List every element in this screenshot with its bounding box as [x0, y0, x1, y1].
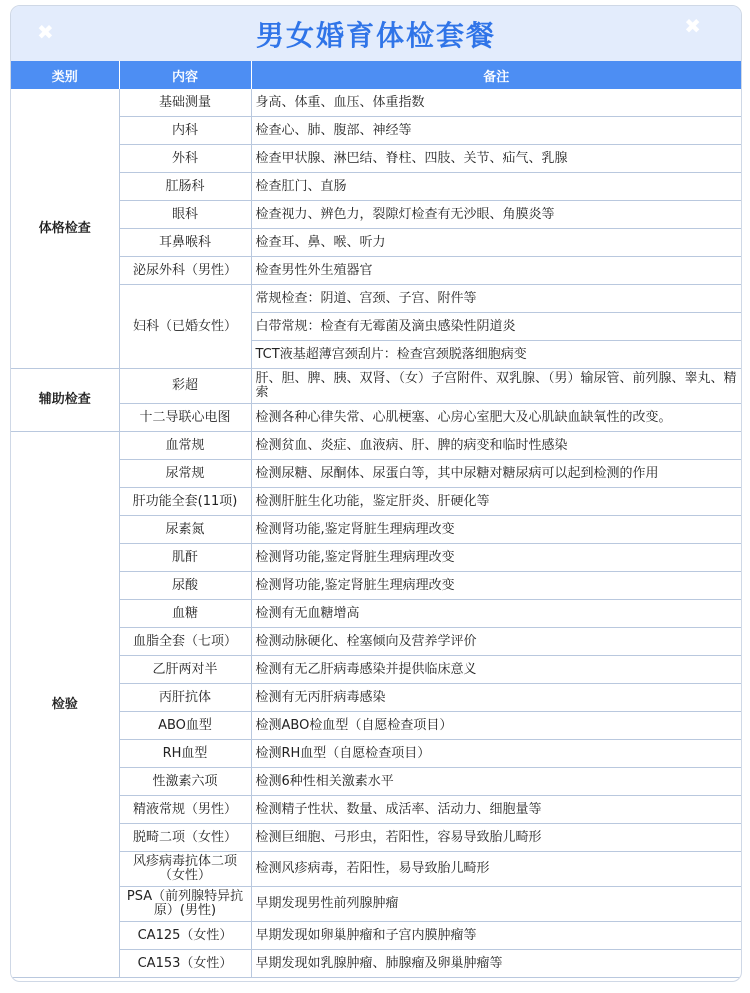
note-cell: 检查耳、鼻、喉、听力 — [251, 229, 741, 257]
item-cell: 血常规 — [119, 432, 251, 460]
note-cell: 检查男性外生殖器官 — [251, 257, 741, 285]
note-cell: TCT液基超薄宫颈刮片：检查宫颈脱落细胞病变 — [251, 341, 741, 369]
item-cell: 尿常规 — [119, 460, 251, 488]
item-cell: 妇科（已婚女性） — [119, 285, 251, 369]
note-cell: 检测风疹病毒，若阳性，易导致胎儿畸形 — [251, 852, 741, 887]
note-cell: 白带常规：检查有无霉菌及滴虫感染性阴道炎 — [251, 313, 741, 341]
table-row — [11, 887, 741, 922]
note-cell: 早期发现男性前列腺肿瘤 — [251, 887, 741, 922]
table-row — [11, 796, 741, 824]
item-cell: 风疹病毒抗体二项（女性） — [119, 852, 251, 887]
close-icon: ✖ — [37, 20, 54, 44]
note-cell: 检测肾功能,鉴定肾脏生理病理改变 — [251, 516, 741, 544]
item-cell: 乙肝两对半 — [119, 656, 251, 684]
note-cell: 检查肛门、直肠 — [251, 173, 741, 201]
note-cell: 检测有无乙肝病毒感染并提供临床意义 — [251, 656, 741, 684]
table-row — [11, 950, 741, 978]
note-cell: 检测肝脏生化功能，鉴定肝炎、肝硬化等 — [251, 488, 741, 516]
note-cell: 检测ABO检血型（自愿检查项目） — [251, 712, 741, 740]
item-cell: 尿素氮 — [119, 516, 251, 544]
close-icon: ✖ — [684, 14, 701, 38]
table-row — [11, 117, 741, 145]
note-cell: 身高、体重、血压、体重指数 — [251, 89, 741, 117]
item-cell: 肝功能全套(11项) — [119, 488, 251, 516]
package-card — [10, 5, 742, 982]
table-row — [11, 600, 741, 628]
table-row — [11, 285, 741, 313]
note-cell: 早期发现如卵巢肿瘤和子宫内膜肿瘤等 — [251, 922, 741, 950]
table-row — [11, 369, 741, 404]
item-cell: 基础测量 — [119, 89, 251, 117]
table-row — [11, 740, 741, 768]
item-cell: 性激素六项 — [119, 768, 251, 796]
table-header-row — [11, 61, 741, 89]
table-row — [11, 145, 741, 173]
item-cell: ABO血型 — [119, 712, 251, 740]
item-cell: 泌尿外科（男性） — [119, 257, 251, 285]
item-cell: 血脂全套（七项） — [119, 628, 251, 656]
note-cell: 检测6种性相关激素水平 — [251, 768, 741, 796]
item-cell: 彩超 — [119, 369, 251, 404]
table-row — [11, 201, 741, 229]
note-cell: 检测贫血、炎症、血液病、肝、脾的病变和临时性感染 — [251, 432, 741, 460]
note-cell: 早期发现如乳腺肿瘤、肺腺瘤及卵巢肿瘤等 — [251, 950, 741, 978]
table-row — [11, 572, 741, 600]
item-cell: 尿酸 — [119, 572, 251, 600]
item-cell: 耳鼻喉科 — [119, 229, 251, 257]
title-bar — [11, 6, 741, 61]
table-row — [11, 404, 741, 432]
note-cell: 检测肾功能,鉴定肾脏生理病理改变 — [251, 544, 741, 572]
item-cell: 丙肝抗体 — [119, 684, 251, 712]
note-cell: 常规检查：阴道、宫颈、子宫、附件等 — [251, 285, 741, 313]
item-cell: RH血型 — [119, 740, 251, 768]
item-cell: 精液常规（男性） — [119, 796, 251, 824]
note-cell: 检测有无丙肝病毒感染 — [251, 684, 741, 712]
table-row — [11, 922, 741, 950]
item-cell: 眼科 — [119, 201, 251, 229]
table-row — [11, 656, 741, 684]
item-cell: 肌酐 — [119, 544, 251, 572]
category-cell: 体格检查 — [11, 89, 119, 369]
table-row — [11, 229, 741, 257]
note-cell: 检测精子性状、数量、成活率、活动力、细胞量等 — [251, 796, 741, 824]
category-cell: 检验 — [11, 432, 119, 978]
exam-table — [11, 61, 741, 978]
item-cell: 血糖 — [119, 600, 251, 628]
header-notes: 备注 — [251, 61, 741, 89]
item-cell: CA125（女性） — [119, 922, 251, 950]
table-row — [11, 768, 741, 796]
note-cell: 检测尿糖、尿酮体、尿蛋白等，其中尿糖对糖尿病可以起到检测的作用 — [251, 460, 741, 488]
item-cell: 外科 — [119, 145, 251, 173]
table-row — [11, 544, 741, 572]
header-content: 内容 — [119, 61, 251, 89]
note-cell: 检查心、肺、腹部、神经等 — [251, 117, 741, 145]
note-cell: 检测RH血型（自愿检查项目） — [251, 740, 741, 768]
note-cell: 检测各种心律失常、心肌梗塞、心房心室肥大及心肌缺血缺氧性的改变。 — [251, 404, 741, 432]
note-cell: 肝、胆、脾、胰、双肾、（女）子宫附件、双乳腺、（男）输尿管、前列腺、睾丸、精索 — [251, 369, 741, 404]
table-row — [11, 488, 741, 516]
table-body — [11, 89, 741, 978]
note-cell: 检测动脉硬化、栓塞倾向及营养学评价 — [251, 628, 741, 656]
table-row — [11, 516, 741, 544]
note-cell: 检测巨细胞、弓形虫，若阳性，容易导致胎儿畸形 — [251, 824, 741, 852]
table-row — [11, 432, 741, 460]
item-cell: PSA（前列腺特异抗原）(男性) — [119, 887, 251, 922]
item-cell: CA153（女性） — [119, 950, 251, 978]
table-row — [11, 460, 741, 488]
header-category: 类别 — [11, 61, 119, 89]
table-row — [11, 824, 741, 852]
table-row — [11, 89, 741, 117]
table-row — [11, 173, 741, 201]
item-cell: 十二导联心电图 — [119, 404, 251, 432]
item-cell: 内科 — [119, 117, 251, 145]
category-cell: 辅助检查 — [11, 369, 119, 432]
note-cell: 检查甲状腺、淋巴结、脊柱、四肢、关节、疝气、乳腺 — [251, 145, 741, 173]
note-cell: 检查视力、辨色力，裂隙灯检查有无沙眼、角膜炎等 — [251, 201, 741, 229]
table-row — [11, 852, 741, 887]
item-cell: 肛肠科 — [119, 173, 251, 201]
table-row — [11, 712, 741, 740]
page-title: 男女婚育体检套餐 — [255, 18, 496, 52]
table-row — [11, 684, 741, 712]
table-row — [11, 257, 741, 285]
note-cell: 检测肾功能,鉴定肾脏生理病理改变 — [251, 572, 741, 600]
note-cell: 检测有无血糖增高 — [251, 600, 741, 628]
item-cell: 脱畸二项（女性） — [119, 824, 251, 852]
table-row — [11, 628, 741, 656]
